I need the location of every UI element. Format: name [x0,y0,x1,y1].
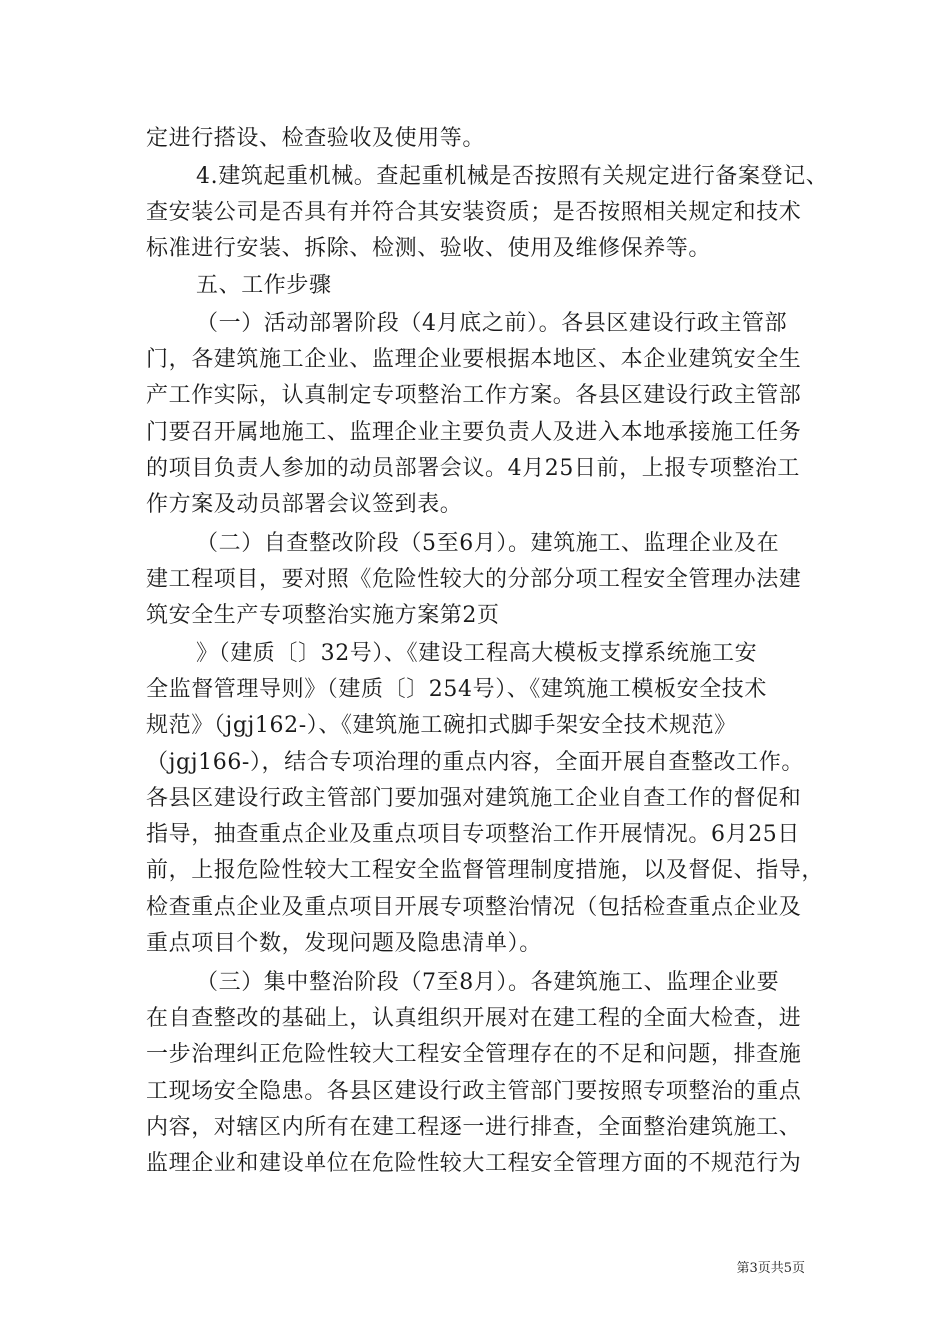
text-line: 建工程项目，要对照《危险性较大的分部分项工程安全管理办法建 [146,567,802,592]
text-line: 指导，抽查重点企业及重点项目专项整治工作开展情况。6月25日 [146,822,800,847]
text-line: 重点项目个数，发现问题及隐患清单）。 [146,931,542,956]
text-line: 的项目负责人参加的动员部署会议。4月25日前，上报专项整治工 [146,456,800,481]
text-line: 筑安全生产专项整治实施方案第2页 [146,603,500,628]
text-line: 内容，对辖区内所有在建工程逐一进行排查，全面整治建筑施工、 [146,1115,802,1140]
text-line: （一）活动部署阶段（4月底之前）。各县区建设行政主管部 [196,311,788,336]
section-heading: 五、工作步骤 [196,273,332,298]
text-line: 规范》（jgj162-）、《建筑施工碗扣式脚手架安全技术规范》 [146,713,737,738]
text-line: 监理企业和建设单位在危险性较大工程安全管理方面的不规范行为 [146,1151,802,1176]
text-line: 标准进行安装、拆除、检测、验收、使用及维修保养等。 [146,236,712,261]
text-line: （jgj166-），结合专项治理的重点内容，全面开展自查整改工作。 [146,750,804,775]
text-line: 查安装公司是否具有并符合其安装资质；是否按照相关规定和技术 [146,200,802,225]
text-line: 门要召开属地施工、监理企业主要负责人及进入本地承接施工任务 [146,420,802,445]
text-line: （三）集中整治阶段（7至8月）。各建筑施工、监理企业要 [196,970,780,995]
text-line: （二）自查整改阶段（5至6月）。建筑施工、监理企业及在 [196,531,780,556]
text-line: 作方案及动员部署会议签到表。 [146,492,463,517]
text-line: 定进行搭设、检查验收及使用等。 [146,126,486,151]
text-line: 产工作实际，认真制定专项整治工作方案。各县区建设行政主管部 [146,383,802,408]
text-line: 门，各建筑施工企业、监理企业要根据本地区、本企业建筑安全生 [146,347,802,372]
text-line: 在自查整改的基础上，认真组织开展对在建工程的全面大检查，进 [146,1006,802,1031]
text-line: 前，上报危险性较大工程安全监督管理制度措施，以及督促、指导， [146,858,825,883]
text-line: 检查重点企业及重点项目开展专项整治情况（包括检查重点企业及 [146,895,802,920]
text-line: 一步治理纠正危险性较大工程安全管理存在的不足和问题，排查施 [146,1042,802,1067]
text-line: 》（建质〔〕32号）、《建设工程高大模板支撑系统施工安 [196,641,758,666]
text-line: 工现场安全隐患。各县区建设行政主管部门要按照专项整治的重点 [146,1079,802,1104]
text-line: 各县区建设行政主管部门要加强对建筑施工企业自查工作的督促和 [146,786,802,811]
text-line: 4.建筑起重机械。查起重机械是否按照有关规定进行备案登记、 [196,164,829,189]
text-line: 全监督管理导则》（建质〔〕254号）、《建筑施工模板安全技术 [146,677,767,702]
page-number: 第3页共5页 [736,1261,805,1276]
